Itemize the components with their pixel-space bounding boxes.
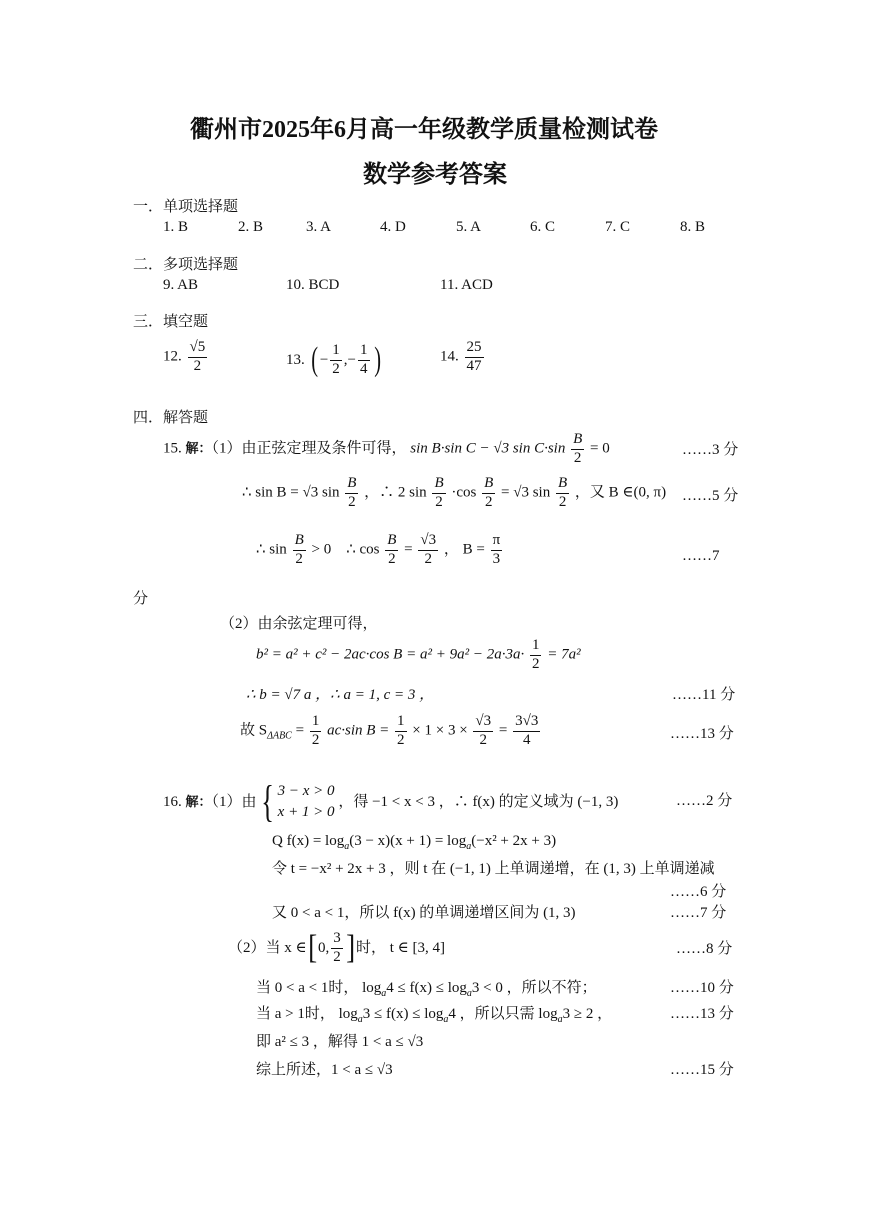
doc-title: 衢州市2025年6月高一年级教学质量检测试卷 [190, 117, 658, 143]
q15-line5: ∴ b = √7 a ，∴ a = 1, c = 3 ， [246, 687, 435, 703]
doc-subtitle: 数学参考答案 [363, 162, 507, 188]
question-number: 14. [440, 348, 459, 365]
score-mark: ……8 分 [676, 941, 733, 957]
q15-line1: 15. 解：（1）由正弦定理及条件可得， sin B·sin C − √3 sin C·sin $\frac{B}{2}$ = 0 [163, 431, 610, 466]
answer-item: 11. ACD [440, 277, 493, 293]
q15-line2: ∴ sin B = √3 sin $\frac{B}{2}$ ，∴ 2 sin $\frac{B}{2}$ ·cos $\frac{B}{2}$ = √3 sin $\frac{B}{2}$ ，又 B ∈(0, π) [242, 475, 667, 510]
score-mark: ……7 [682, 548, 720, 564]
score-mark: ……13 分 [670, 1006, 734, 1022]
score-mark: ……11 分 [672, 687, 736, 703]
answer-item: 4. D [380, 219, 406, 235]
q16-line6: 当 0 < a < 1时， $\log_a4 \le f(x) \le \log_a3 < 0$ ，所以不符； [256, 980, 597, 999]
fill-answer-12 [163, 340, 209, 375]
q16-line4: 又 0 < a < 1，所以 f(x) 的单调递增区间为 (1, 3) [272, 905, 576, 921]
answer-item: 9. AB [163, 277, 199, 293]
fill-answer-14: 14. $\frac{25}{47}$ [440, 339, 482, 374]
score-mark-continued: 分 [133, 591, 149, 607]
score-mark: ……15 分 [670, 1062, 734, 1078]
q15-line3: ∴ sin $\frac{B}{2}$ > 0 ∴ cos $\frac{B}{2}$ = $\frac{√3}{2}$ ， B = $\frac{\pi}{3}$ [256, 532, 501, 567]
score-mark: ……6 分 [670, 884, 727, 900]
score-mark: ……2 分 [676, 793, 733, 809]
score-mark: ……10 分 [670, 980, 734, 996]
fill-answer-13: 13. ( − $\frac{1}{2}$ ,− $\frac{1}{4}$ ) [286, 341, 381, 378]
score-mark: ……7 分 [670, 905, 727, 921]
section-single-choice: 一．单项选择题 [133, 199, 239, 215]
q16-line3: 令 t = −x² + 2x + 3 ，则 t 在 (−1, 1) 上单调递增，在 (1, 3) 上单调递减 [272, 861, 715, 877]
q15-line6: 故 $S_{\Delta ABC}$ = $\frac{1}{2}$ ac·sin B = $\frac{1}{2}$ × 1 × 3 × $\frac{√3}{2}$ = $\frac{3√3}{4}$ [240, 713, 539, 748]
q16-line9: 综上所述，1 < a ≤ √3 [256, 1062, 393, 1078]
answer-item: 5. A [456, 219, 482, 235]
q16-line2: Q $f(x) = \log_a(3 - x)(x + 1) = \log_a(-x^2 + 2x + 3)$ [272, 833, 557, 852]
question-number: 13. [286, 351, 305, 368]
answer-item: 10. BCD [286, 277, 340, 293]
answer-item: 7. C [605, 219, 631, 235]
answer-item: 3. A [306, 219, 332, 235]
section-solutions: 四．解答题 [133, 410, 209, 426]
answer-item: 2. B [238, 219, 264, 235]
q15-part2-intro: （2）由余弦定理可得， [220, 616, 378, 632]
q16-line5: （2）当 x ∈[0, $\frac{3}{2}$ ]时， t ∈ [3, 4] [228, 929, 446, 966]
fraction: $\frac{√5}{2}$ [189, 339, 206, 374]
score-mark: ……5 分 [682, 488, 739, 504]
q16-line8: 即 a² ≤ 3 ，解得 1 < a ≤ √3 [256, 1034, 424, 1050]
q15-line4: b² = a² + c² − 2ac·cos B = a² + 9a² − 2a·3a· $\frac{1}{2}$ = 7a² [256, 637, 581, 672]
answer-item: 1. B [163, 219, 189, 235]
question-number: 12. [163, 348, 182, 365]
q16-line1: 16. 解：（1）由{ 3 − x > 0 x + 1 > 0 ，得 −1 < x < 3 ，∴ f(x) 的定义域为 (−1, 3) [163, 777, 619, 826]
answer-item: 8. B [680, 219, 706, 235]
score-mark: ……13 分 [670, 726, 734, 742]
answer-item: 6. C [530, 219, 556, 235]
score-mark: ……3 分 [682, 442, 739, 458]
q16-line7: 当 a > 1时， $\log_a3 \le f(x) \le \log_a4$ ，所以只需 $\log_a3 \ge 2$ ， [256, 1006, 613, 1025]
section-multi-choice: 二．多项选择题 [133, 257, 239, 273]
section-fill: 三．填空题 [133, 314, 209, 330]
